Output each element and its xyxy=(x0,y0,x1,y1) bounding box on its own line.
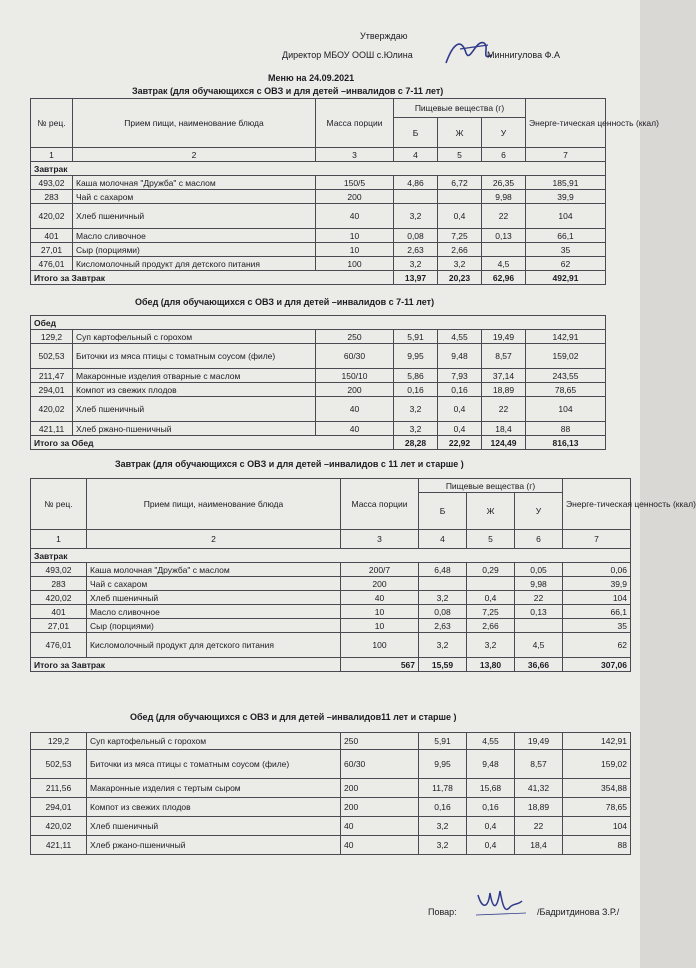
table-cell: 9,98 xyxy=(482,190,526,204)
table-cell: 2,66 xyxy=(467,619,515,633)
table-cell: 3,2 xyxy=(467,633,515,658)
table-cell: 420,02 xyxy=(31,817,87,836)
table-cell: 9,95 xyxy=(419,750,467,779)
table-cell: Каша молочная "Дружба" с маслом xyxy=(87,563,341,577)
col-num: 1 xyxy=(31,148,73,162)
table-cell: 22 xyxy=(515,591,563,605)
table-cell: 0,4 xyxy=(438,204,482,229)
table-cell xyxy=(419,577,467,591)
table-cell: 492,91 xyxy=(526,271,606,285)
table-cell: 78,65 xyxy=(526,383,606,397)
table-cell: 4,5 xyxy=(482,257,526,271)
table-cell: Кисломолочный продукт для детского питания xyxy=(73,257,316,271)
table-cell: 19,49 xyxy=(482,330,526,344)
table-cell: 18,4 xyxy=(482,422,526,436)
cook-signature xyxy=(470,885,530,919)
col-num: 2 xyxy=(73,148,316,162)
table-cell xyxy=(467,577,515,591)
table-cell: 22,92 xyxy=(438,436,482,450)
col-b: Б xyxy=(419,493,467,530)
section-label: Обед xyxy=(31,316,606,330)
table-row xyxy=(31,633,631,658)
table-cell: 0,05 xyxy=(515,563,563,577)
table-cell: 150/5 xyxy=(316,176,394,190)
table-cell: Сыр (порциями) xyxy=(87,619,341,633)
table-cell: 18,89 xyxy=(515,798,563,817)
table-cell: 354,88 xyxy=(563,779,631,798)
table-cell: 19,49 xyxy=(515,733,563,750)
table-cell: 250 xyxy=(316,330,394,344)
table-cell: 104 xyxy=(563,591,631,605)
director-label: Директор МБОУ ООШ с.Юлина xyxy=(282,50,413,60)
col-zh: Ж xyxy=(438,118,482,148)
table-cell: 22 xyxy=(482,397,526,422)
total-row xyxy=(31,658,631,672)
table-cell: 567 xyxy=(341,658,419,672)
table-row xyxy=(31,779,631,798)
table-row xyxy=(31,369,606,383)
table-cell: 18,89 xyxy=(482,383,526,397)
table-cell: 200 xyxy=(341,577,419,591)
table-cell: 6,72 xyxy=(438,176,482,190)
table-cell: 7,93 xyxy=(438,369,482,383)
table-cell: 2,63 xyxy=(394,243,438,257)
table-cell: 3,2 xyxy=(419,591,467,605)
table-cell: 200 xyxy=(316,190,394,204)
col-u: У xyxy=(482,118,526,148)
table-cell: 493,02 xyxy=(31,176,73,190)
table-cell: 40 xyxy=(316,397,394,422)
col-rec: № рец. xyxy=(31,479,87,530)
table-cell: 18,4 xyxy=(515,836,563,855)
table-cell: Макаронные изделия отварные с маслом xyxy=(73,369,316,383)
table-cell: 4,86 xyxy=(394,176,438,190)
table-cell: 0,06 xyxy=(563,563,631,577)
table-cell: 150/10 xyxy=(316,369,394,383)
table-cell: 9,48 xyxy=(438,344,482,369)
table-row xyxy=(31,204,606,229)
table-cell: 13,80 xyxy=(467,658,515,672)
t3-title: Завтрак (для обучающихся с ОВЗ и для детей –инвалидов с 11 лет и старше ) xyxy=(115,459,464,469)
table-cell: Сыр (порциями) xyxy=(73,243,316,257)
col-num: 4 xyxy=(419,530,467,549)
table-cell: 5,86 xyxy=(394,369,438,383)
table-cell: 9,98 xyxy=(515,577,563,591)
table-cell: 0,4 xyxy=(467,591,515,605)
table-cell: 3,2 xyxy=(394,422,438,436)
table-row xyxy=(31,229,606,243)
col-dish: Прием пищи, наименование блюда xyxy=(87,479,341,530)
col-num: 6 xyxy=(515,530,563,549)
table-cell: 5,91 xyxy=(394,330,438,344)
table-cell: 40 xyxy=(341,836,419,855)
cook-name: /Бадритдинова З.Р./ xyxy=(537,907,620,917)
table-cell: Хлеб пшеничный xyxy=(87,591,341,605)
table-cell: Суп картофельный с горохом xyxy=(73,330,316,344)
table-cell: 307,06 xyxy=(563,658,631,672)
table-cell: 10 xyxy=(316,243,394,257)
table-row xyxy=(31,563,631,577)
table-cell: 62 xyxy=(563,633,631,658)
table-cell: 0,16 xyxy=(467,798,515,817)
table-cell: 129,2 xyxy=(31,733,87,750)
table-cell: 3,2 xyxy=(419,633,467,658)
table-cell: 62,96 xyxy=(482,271,526,285)
col-b: Б xyxy=(394,118,438,148)
table-cell: 0,13 xyxy=(515,605,563,619)
table-cell: 8,57 xyxy=(482,344,526,369)
col-mass: Масса порции xyxy=(316,99,394,148)
table-cell: Итого за Обед xyxy=(31,436,394,450)
table-row xyxy=(31,605,631,619)
table-row xyxy=(31,383,606,397)
table-cell: 502,53 xyxy=(31,344,73,369)
table-cell: Масло сливочное xyxy=(73,229,316,243)
col-nutrients: Пищевые вещества (г) xyxy=(419,479,563,493)
table-cell: Хлеб ржано-пшеничный xyxy=(87,836,341,855)
table-cell: 104 xyxy=(526,397,606,422)
t2-lunch-7-11-table xyxy=(30,315,606,450)
table-cell: Хлеб пшеничный xyxy=(87,817,341,836)
table-cell: Масло сливочное xyxy=(87,605,341,619)
table-cell: 40 xyxy=(341,591,419,605)
col-num: 2 xyxy=(87,530,341,549)
table-cell: 211,56 xyxy=(31,779,87,798)
table-cell: 10 xyxy=(341,619,419,633)
table-row xyxy=(31,344,606,369)
table-row xyxy=(31,577,631,591)
table-cell: 142,91 xyxy=(563,733,631,750)
table-cell: Хлеб пшеничный xyxy=(73,204,316,229)
total-row xyxy=(31,436,606,450)
table-cell: Хлеб пшеничный xyxy=(73,397,316,422)
table-cell: 211,47 xyxy=(31,369,73,383)
col-mass: Масса порции xyxy=(341,479,419,530)
table-cell: 37,14 xyxy=(482,369,526,383)
table-cell: 124,49 xyxy=(482,436,526,450)
col-num: 4 xyxy=(394,148,438,162)
table-cell: 100 xyxy=(341,633,419,658)
table-cell: 159,02 xyxy=(526,344,606,369)
table-cell: 88 xyxy=(526,422,606,436)
menu-date: Меню на 24.09.2021 xyxy=(268,73,355,83)
table-cell: Компот из свежих плодов xyxy=(87,798,341,817)
col-rec: № рец. xyxy=(31,99,73,148)
table-cell: 0,16 xyxy=(438,383,482,397)
table-cell: 476,01 xyxy=(31,257,73,271)
col-num: 1 xyxy=(31,530,87,549)
table-cell: 421,11 xyxy=(31,836,87,855)
table-cell: 0,08 xyxy=(394,229,438,243)
table-cell: 104 xyxy=(526,204,606,229)
table-cell: 185,91 xyxy=(526,176,606,190)
table-cell: 60/30 xyxy=(316,344,394,369)
table-cell: 0,29 xyxy=(467,563,515,577)
table-cell: Суп картофельный с горохом xyxy=(87,733,341,750)
table-cell: 3,2 xyxy=(394,397,438,422)
table-row xyxy=(31,750,631,779)
table-row xyxy=(31,422,606,436)
table-cell: Макаронные изделия с тертым сыром xyxy=(87,779,341,798)
table-cell: 8,57 xyxy=(515,750,563,779)
table-cell: 200 xyxy=(341,798,419,817)
table-row xyxy=(31,330,606,344)
table-cell: 493,02 xyxy=(31,563,87,577)
table-cell: 0,16 xyxy=(394,383,438,397)
col-zh: Ж xyxy=(467,493,515,530)
table-cell: 420,02 xyxy=(31,204,73,229)
col-num: 7 xyxy=(563,530,631,549)
table-cell: 35 xyxy=(526,243,606,257)
table-cell: 159,02 xyxy=(563,750,631,779)
table-cell: 104 xyxy=(563,817,631,836)
col-energy: Энерге-тическая ценность (ккал) xyxy=(563,479,631,530)
table-cell: 9,48 xyxy=(467,750,515,779)
table-cell: 294,01 xyxy=(31,383,73,397)
cook-label: Повар: xyxy=(428,907,457,917)
table-cell: 502,53 xyxy=(31,750,87,779)
table-cell: 36,66 xyxy=(515,658,563,672)
table-cell: 283 xyxy=(31,190,73,204)
table-cell: Чай с сахаром xyxy=(73,190,316,204)
table-cell: 39,9 xyxy=(563,577,631,591)
table-cell: 13,97 xyxy=(394,271,438,285)
table-row xyxy=(31,798,631,817)
table-cell: 5,91 xyxy=(419,733,467,750)
table-row xyxy=(31,836,631,855)
col-num: 5 xyxy=(467,530,515,549)
col-num: 3 xyxy=(316,148,394,162)
col-dish: Прием пищи, наименование блюда xyxy=(73,99,316,148)
table-cell: 4,55 xyxy=(438,330,482,344)
table-cell xyxy=(438,190,482,204)
table-cell: 200/7 xyxy=(341,563,419,577)
table-cell: 3,2 xyxy=(394,257,438,271)
col-num: 5 xyxy=(438,148,482,162)
table-cell: Чай с сахаром xyxy=(87,577,341,591)
table-cell: 7,25 xyxy=(467,605,515,619)
table-cell: 66,1 xyxy=(563,605,631,619)
table-cell: 0,4 xyxy=(467,817,515,836)
table-cell: 22 xyxy=(515,817,563,836)
table-row xyxy=(31,817,631,836)
table-cell: 6,48 xyxy=(419,563,467,577)
col-num: 7 xyxy=(526,148,606,162)
table-cell: 0,4 xyxy=(467,836,515,855)
t3-breakfast-11plus-table xyxy=(30,478,696,672)
table-cell: 3,2 xyxy=(394,204,438,229)
table-cell: 40 xyxy=(341,817,419,836)
table-row xyxy=(31,733,631,750)
table-cell: 41,32 xyxy=(515,779,563,798)
table-cell: 27,01 xyxy=(31,243,73,257)
col-num: 3 xyxy=(341,530,419,549)
table-cell: 420,02 xyxy=(31,591,87,605)
table-cell: 9,95 xyxy=(394,344,438,369)
table-cell: 401 xyxy=(31,229,73,243)
table-cell: Хлеб ржано-пшеничный xyxy=(73,422,316,436)
table-cell: Биточки из мяса птицы с томатным соусом (филе) xyxy=(73,344,316,369)
col-energy: Энерге-тическая ценность (ккал) xyxy=(526,99,606,148)
table-cell: 476,01 xyxy=(31,633,87,658)
table-cell: 27,01 xyxy=(31,619,87,633)
table-cell: 10 xyxy=(316,229,394,243)
table-cell: 2,63 xyxy=(419,619,467,633)
table-cell: 15,68 xyxy=(467,779,515,798)
t2-title: Обед (для обучающихся с ОВЗ и для детей –инвалидов с 7-11 лет) xyxy=(135,297,435,307)
col-u: У xyxy=(515,493,563,530)
t4-lunch-11plus-table xyxy=(30,732,631,855)
table-cell: Компот из свежих плодов xyxy=(73,383,316,397)
approve-label: Утверждаю xyxy=(360,31,408,41)
table-cell: 243,55 xyxy=(526,369,606,383)
table-cell: 28,28 xyxy=(394,436,438,450)
table-cell: 816,13 xyxy=(526,436,606,450)
table-row xyxy=(31,397,606,422)
table-cell: 420,02 xyxy=(31,397,73,422)
table-cell: 421,11 xyxy=(31,422,73,436)
table-cell xyxy=(394,190,438,204)
table-cell xyxy=(515,619,563,633)
total-row xyxy=(31,271,606,285)
table-cell: 0,4 xyxy=(438,397,482,422)
col-num: 6 xyxy=(482,148,526,162)
table-cell: 62 xyxy=(526,257,606,271)
t1-title: Завтрак (для обучающихся с ОВЗ и для детей –инвалидов с 7-11 лет) xyxy=(132,86,444,96)
table-cell: 4,5 xyxy=(515,633,563,658)
table-cell: 250 xyxy=(341,733,419,750)
table-cell: 283 xyxy=(31,577,87,591)
table-cell: 142,91 xyxy=(526,330,606,344)
table-cell: 26,35 xyxy=(482,176,526,190)
table-cell: 3,2 xyxy=(438,257,482,271)
table-cell: Итого за Завтрак xyxy=(31,271,394,285)
table-cell: 2,66 xyxy=(438,243,482,257)
section-label: Завтрак xyxy=(31,549,631,563)
table-cell: 60/30 xyxy=(341,750,419,779)
section-label: Завтрак xyxy=(31,162,606,176)
table-row xyxy=(31,243,606,257)
t1-breakfast-7-11-table xyxy=(30,98,659,285)
table-cell: 100 xyxy=(316,257,394,271)
table-cell: 129,2 xyxy=(31,330,73,344)
t4-title: Обед (для обучающихся с ОВЗ и для детей –инвалидов11 лет и старше ) xyxy=(130,712,457,722)
table-row xyxy=(31,619,631,633)
table-row xyxy=(31,591,631,605)
table-cell: 0,4 xyxy=(438,422,482,436)
table-cell: 7,25 xyxy=(438,229,482,243)
table-cell: 0,13 xyxy=(482,229,526,243)
table-cell: 3,2 xyxy=(419,817,467,836)
table-row xyxy=(31,257,606,271)
table-cell: 20,23 xyxy=(438,271,482,285)
table-cell: 35 xyxy=(563,619,631,633)
table-cell: Итого за Завтрак xyxy=(31,658,341,672)
table-row xyxy=(31,190,606,204)
director-name: Миннигулова Ф.А xyxy=(487,50,560,60)
table-cell: 3,2 xyxy=(419,836,467,855)
table-cell: Кисломолочный продукт для детского питания xyxy=(87,633,341,658)
table-cell: 40 xyxy=(316,204,394,229)
table-cell: 40 xyxy=(316,422,394,436)
table-cell: 78,65 xyxy=(563,798,631,817)
table-cell xyxy=(482,243,526,257)
table-cell: 200 xyxy=(316,383,394,397)
table-cell: Каша молочная "Дружба" с маслом xyxy=(73,176,316,190)
table-cell: 0,08 xyxy=(419,605,467,619)
table-cell: 66,1 xyxy=(526,229,606,243)
table-cell: 0,16 xyxy=(419,798,467,817)
table-cell: 11,78 xyxy=(419,779,467,798)
table-cell: 200 xyxy=(341,779,419,798)
table-cell: 39,9 xyxy=(526,190,606,204)
table-cell: 4,55 xyxy=(467,733,515,750)
table-cell: 22 xyxy=(482,204,526,229)
table-cell: 15,59 xyxy=(419,658,467,672)
table-cell: Биточки из мяса птицы с томатным соусом (филе) xyxy=(87,750,341,779)
table-cell: 10 xyxy=(341,605,419,619)
table-cell: 88 xyxy=(563,836,631,855)
table-cell: 401 xyxy=(31,605,87,619)
table-cell: 294,01 xyxy=(31,798,87,817)
col-nutrients: Пищевые вещества (г) xyxy=(394,99,526,118)
table-row xyxy=(31,176,606,190)
